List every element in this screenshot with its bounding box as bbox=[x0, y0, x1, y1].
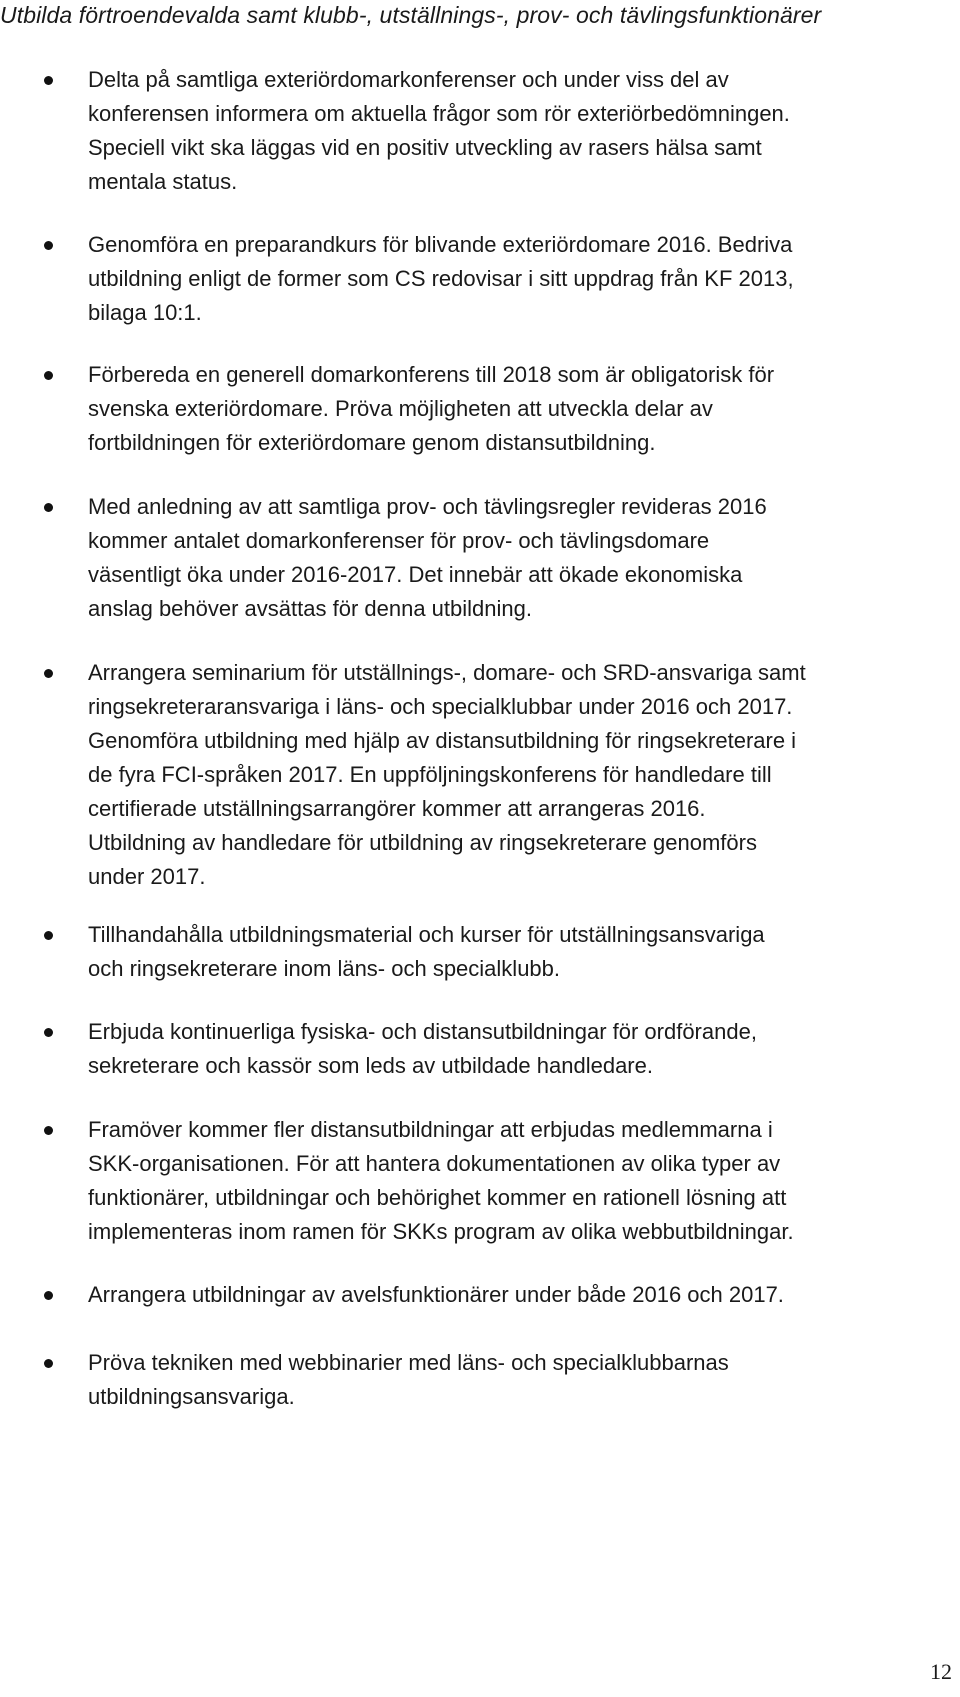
bullet-icon bbox=[44, 1126, 53, 1135]
bullet-icon bbox=[44, 371, 53, 380]
page-heading: Utbilda förtroendevalda samt klubb-, utställnings-, prov- och tävlingsfunktionärer bbox=[0, 2, 822, 28]
list-item-text: Erbjuda kontinuerliga fysiska- och distansutbildningar för ordförande, sekreterare och kassör som leds av utbildade handledare. bbox=[88, 1019, 757, 1078]
list-item-text: Med anledning av att samtliga prov- och tävlingsregler revideras 2016 kommer antalet domarkonferenser för prov- och tävlingsdomare väsentligt öka under 2016-2017. Det innebär att ökade ekonomiska anslag behöver avsättas för denna utbildning. bbox=[88, 494, 767, 621]
list-item-text: Genomföra en preparandkurs för blivande exteriördomare 2016. Bedriva utbildning enligt de former som CS redovisar i sitt uppdrag från KF 2013, bilaga 10:1. bbox=[88, 232, 794, 325]
bullet-icon bbox=[44, 241, 53, 250]
page-number: 12 bbox=[930, 1659, 952, 1684]
list-item-text: Delta på samtliga exteriördomarkonferenser och under viss del av konferensen informera om aktuella frågor som rör exteriörbedömningen. Speciell vikt ska läggas vid en positiv utveckling av rasers hälsa samt mentala status. bbox=[88, 67, 790, 194]
bullet-icon bbox=[44, 1359, 53, 1368]
bullet-icon bbox=[44, 1028, 53, 1037]
list-item-text: Arrangera utbildningar av avelsfunktionärer under både 2016 och 2017. bbox=[88, 1282, 784, 1307]
bullet-icon bbox=[44, 669, 53, 678]
list-item-text: Pröva tekniken med webbinarier med läns- och specialklubbarnas utbildningsansvariga. bbox=[88, 1350, 729, 1409]
list-item-text: Förbereda en generell domarkonferens till 2018 som är obligatorisk för svenska exteriördomare. Pröva möjligheten att utveckla delar av fortbildningen för exteriördomare genom distansutbildning. bbox=[88, 362, 775, 455]
list-item-text: Arrangera seminarium för utställnings-, domare- och SRD-ansvariga samt ringsekreteraransvariga i läns- och specialklubbar under 2016 och 2017. Genomföra utbildning med hjälp av distansutbildning för ringsekreterare i de fyra FCI-språken 2017. En uppföljningskonferens för handledare till certifierade utställningsarrangörer kommer att arrangeras 2016. Utbildning av handledare för utbildning av ringsekreterare genomförs under 2017. bbox=[88, 660, 806, 889]
bullet-icon bbox=[44, 1291, 53, 1300]
list-item-text: Tillhandahålla utbildningsmaterial och kurser för utställningsansvariga och ringsekreterare inom läns- och specialklubb. bbox=[88, 922, 765, 981]
bullet-icon bbox=[44, 931, 53, 940]
bullet-icon bbox=[44, 503, 53, 512]
list-item-text: Framöver kommer fler distansutbildningar att erbjudas medlemmarna i SKK-organisationen. För att hantera dokumentationen av olika typer av funktionärer, utbildningar och behörighet kommer en rationell lösning att implementeras inom ramen för SKKs program av olika webbutbildningar. bbox=[88, 1117, 794, 1244]
bullet-icon bbox=[44, 76, 53, 85]
